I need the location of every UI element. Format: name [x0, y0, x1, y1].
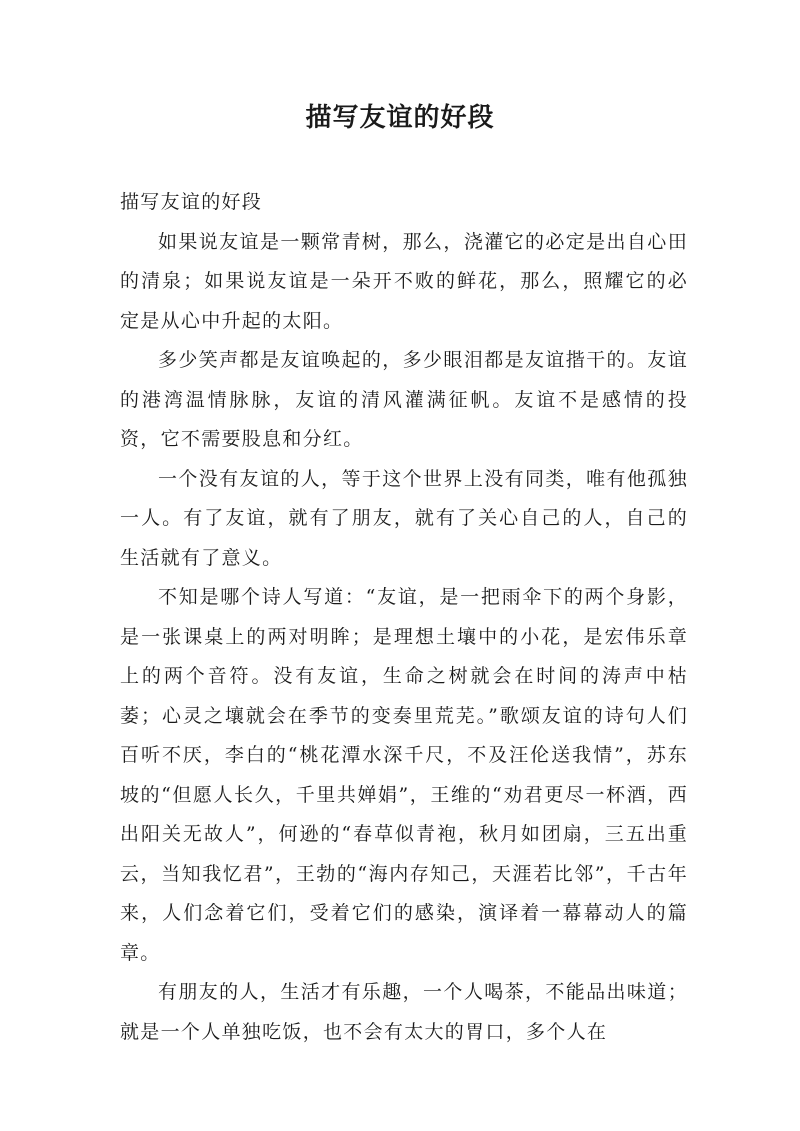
paragraph-1: 如果说友谊是一颗常青树，那么，浇灌它的必定是出自心田的清泉；如果说友谊是一朵开不败的鲜花，那么，照耀它的必定是从心中升起的太阳。	[120, 230, 688, 332]
document-title: 描写友谊的好段	[305, 103, 495, 133]
paragraph-5: 有朋友的人，生活才有乐趣，一个人喝茶，不能品出味道；就是一个人单独吃饭，也不会有太大的胃口，多个人在	[120, 981, 688, 1043]
paragraph-2: 多少笑声都是友谊唤起的，多少眼泪都是友谊揩干的。友谊的港湾温情脉脉，友谊的清风灌满征帆。友谊不是感情的投资，它不需要股息和分红。	[120, 349, 688, 450]
document-subtitle: 描写友谊的好段	[120, 191, 263, 213]
paragraph-3: 一个没有友谊的人，等于这个世界上没有同类，唯有他孤独一人。有了友谊，就有了朋友，就有了关心自己的人，自己的生活就有了意义。	[120, 467, 688, 569]
document-body	[120, 183, 688, 1052]
paragraph-4: 不知是哪个诗人写道：“友谊，是一把雨伞下的两个身影，是一张课桌上的两对明眸；是理想土壤中的小花，是宏伟乐章上的两个音符。没有友谊，生命之树就会在时间的涛声中枯萎；心灵之壤就会在季节的变奏里荒芜。”歌颂友谊的诗句人们百听不厌，李白的“桃花潭水深千尺，不及汪伦送我情”，苏东坡的“但愿人长久，千里共婵娟”，王维的“劝君更尽一杯酒，西出阳关无故人”，何逊的“春草似青袍，秋月如团扇，三五出重云，当知我忆君”，王勃的“海内存知己，天涯若比邻”，千古年来，人们念着它们，受着它们的感染，演译着一幕幕动人的篇章。	[120, 586, 688, 964]
